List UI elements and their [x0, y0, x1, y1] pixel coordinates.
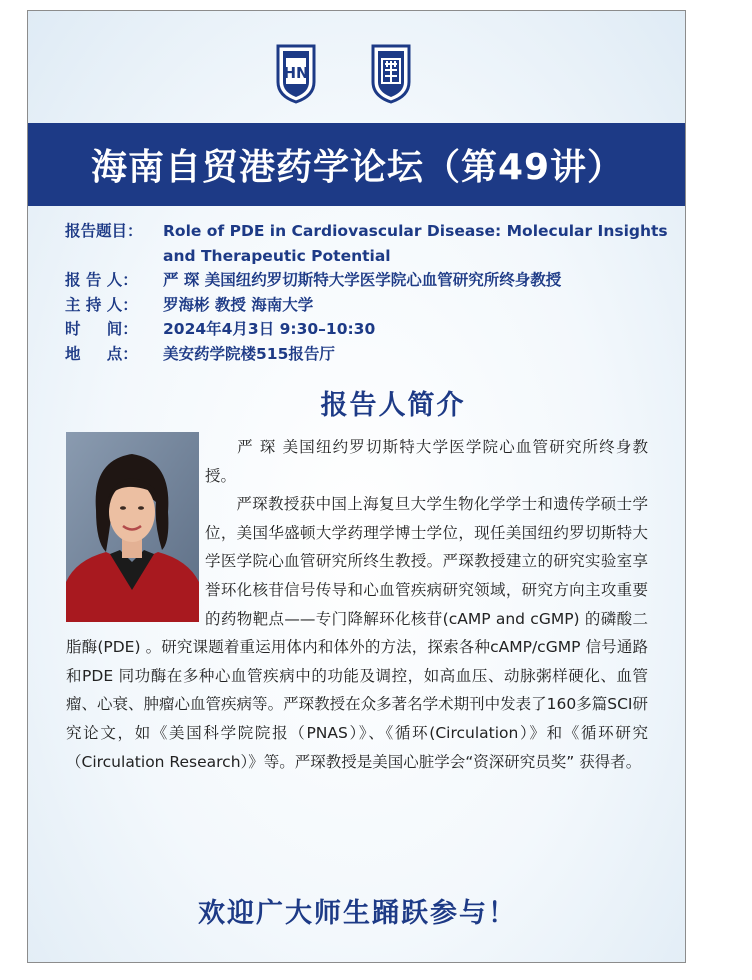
speaker-bio	[66, 433, 648, 776]
info-row-topic	[65, 219, 675, 268]
university-logo-letters: HN	[283, 64, 309, 82]
bio-paragraph-2: 严琛教授获中国上海复旦大学生物化学学士和遗传学硕士学位，美国华盛顿大学药理学博士学位，现任美国纽约罗切斯特大学医学院心血管研究所终生教授。严琛教授建立的研究实验室享誉环化核苷信号传导和心血管疾病研究领域，研究方向主攻重要的药物靶点——专门降解环化核苷(cAMP and cGMP) 的磷酸二脂酶(PDE) 。研究课题着重运用体内和体外的方法，探索各种cAMP/cGMP 信号通路和PDE 同功酶在多种心血管疾病中的功能及调控，如高血压、动脉粥样硬化、血管瘤、心衰、肿瘤心血管疾病等。严琛教授在众多著名学术期刊中发表了160多篇SCI研究论文，如《美国科学院院报（PNAS）》、《循环(Circulation）》和《循环研究（Circulation Research）》等。严琛教授是美国心脏学会“资深研究员奖” 获得者。	[66, 495, 648, 771]
poster	[27, 10, 686, 963]
info-value: Role of PDE in Cardiovascular Disease: Molecular Insights and Therapeutic Potential	[163, 222, 668, 265]
info-row-host	[65, 293, 675, 318]
info-value: 美安药学院楼515报告厅	[163, 344, 335, 363]
talk-info	[65, 219, 675, 366]
university-shield-logo-icon	[275, 42, 317, 104]
info-label: 时 间：	[65, 320, 138, 338]
info-label: 报告题目：	[65, 222, 143, 240]
title-banner	[28, 123, 686, 206]
info-value: 严 琛 美国纽约罗切斯特大学医学院心血管研究所终身教授	[163, 271, 562, 289]
bio-paragraph-1: 严 琛 美国纽约罗切斯特大学医学院心血管研究所终身教授。	[205, 438, 648, 485]
speaker-intro-heading: 报告人简介	[320, 390, 466, 421]
info-value: 罗海彬 教授 海南大学	[163, 295, 314, 314]
pharmacy-shield-logo-icon	[370, 42, 412, 104]
info-label: 报 告 人：	[65, 271, 138, 289]
info-row-time	[65, 317, 675, 342]
photo-spacer	[66, 433, 205, 628]
info-label: 主 持 人：	[65, 295, 138, 314]
info-label: 地 点：	[65, 344, 138, 363]
info-row-speaker	[65, 268, 675, 293]
info-value: 2024年4月3日 9:30–10:30	[163, 320, 376, 338]
forum-title: 海南自贸港药学论坛（第49讲）	[90, 147, 625, 188]
info-row-location	[65, 342, 675, 367]
welcome-message: 欢迎广大师生踊跃参与！	[198, 898, 517, 929]
